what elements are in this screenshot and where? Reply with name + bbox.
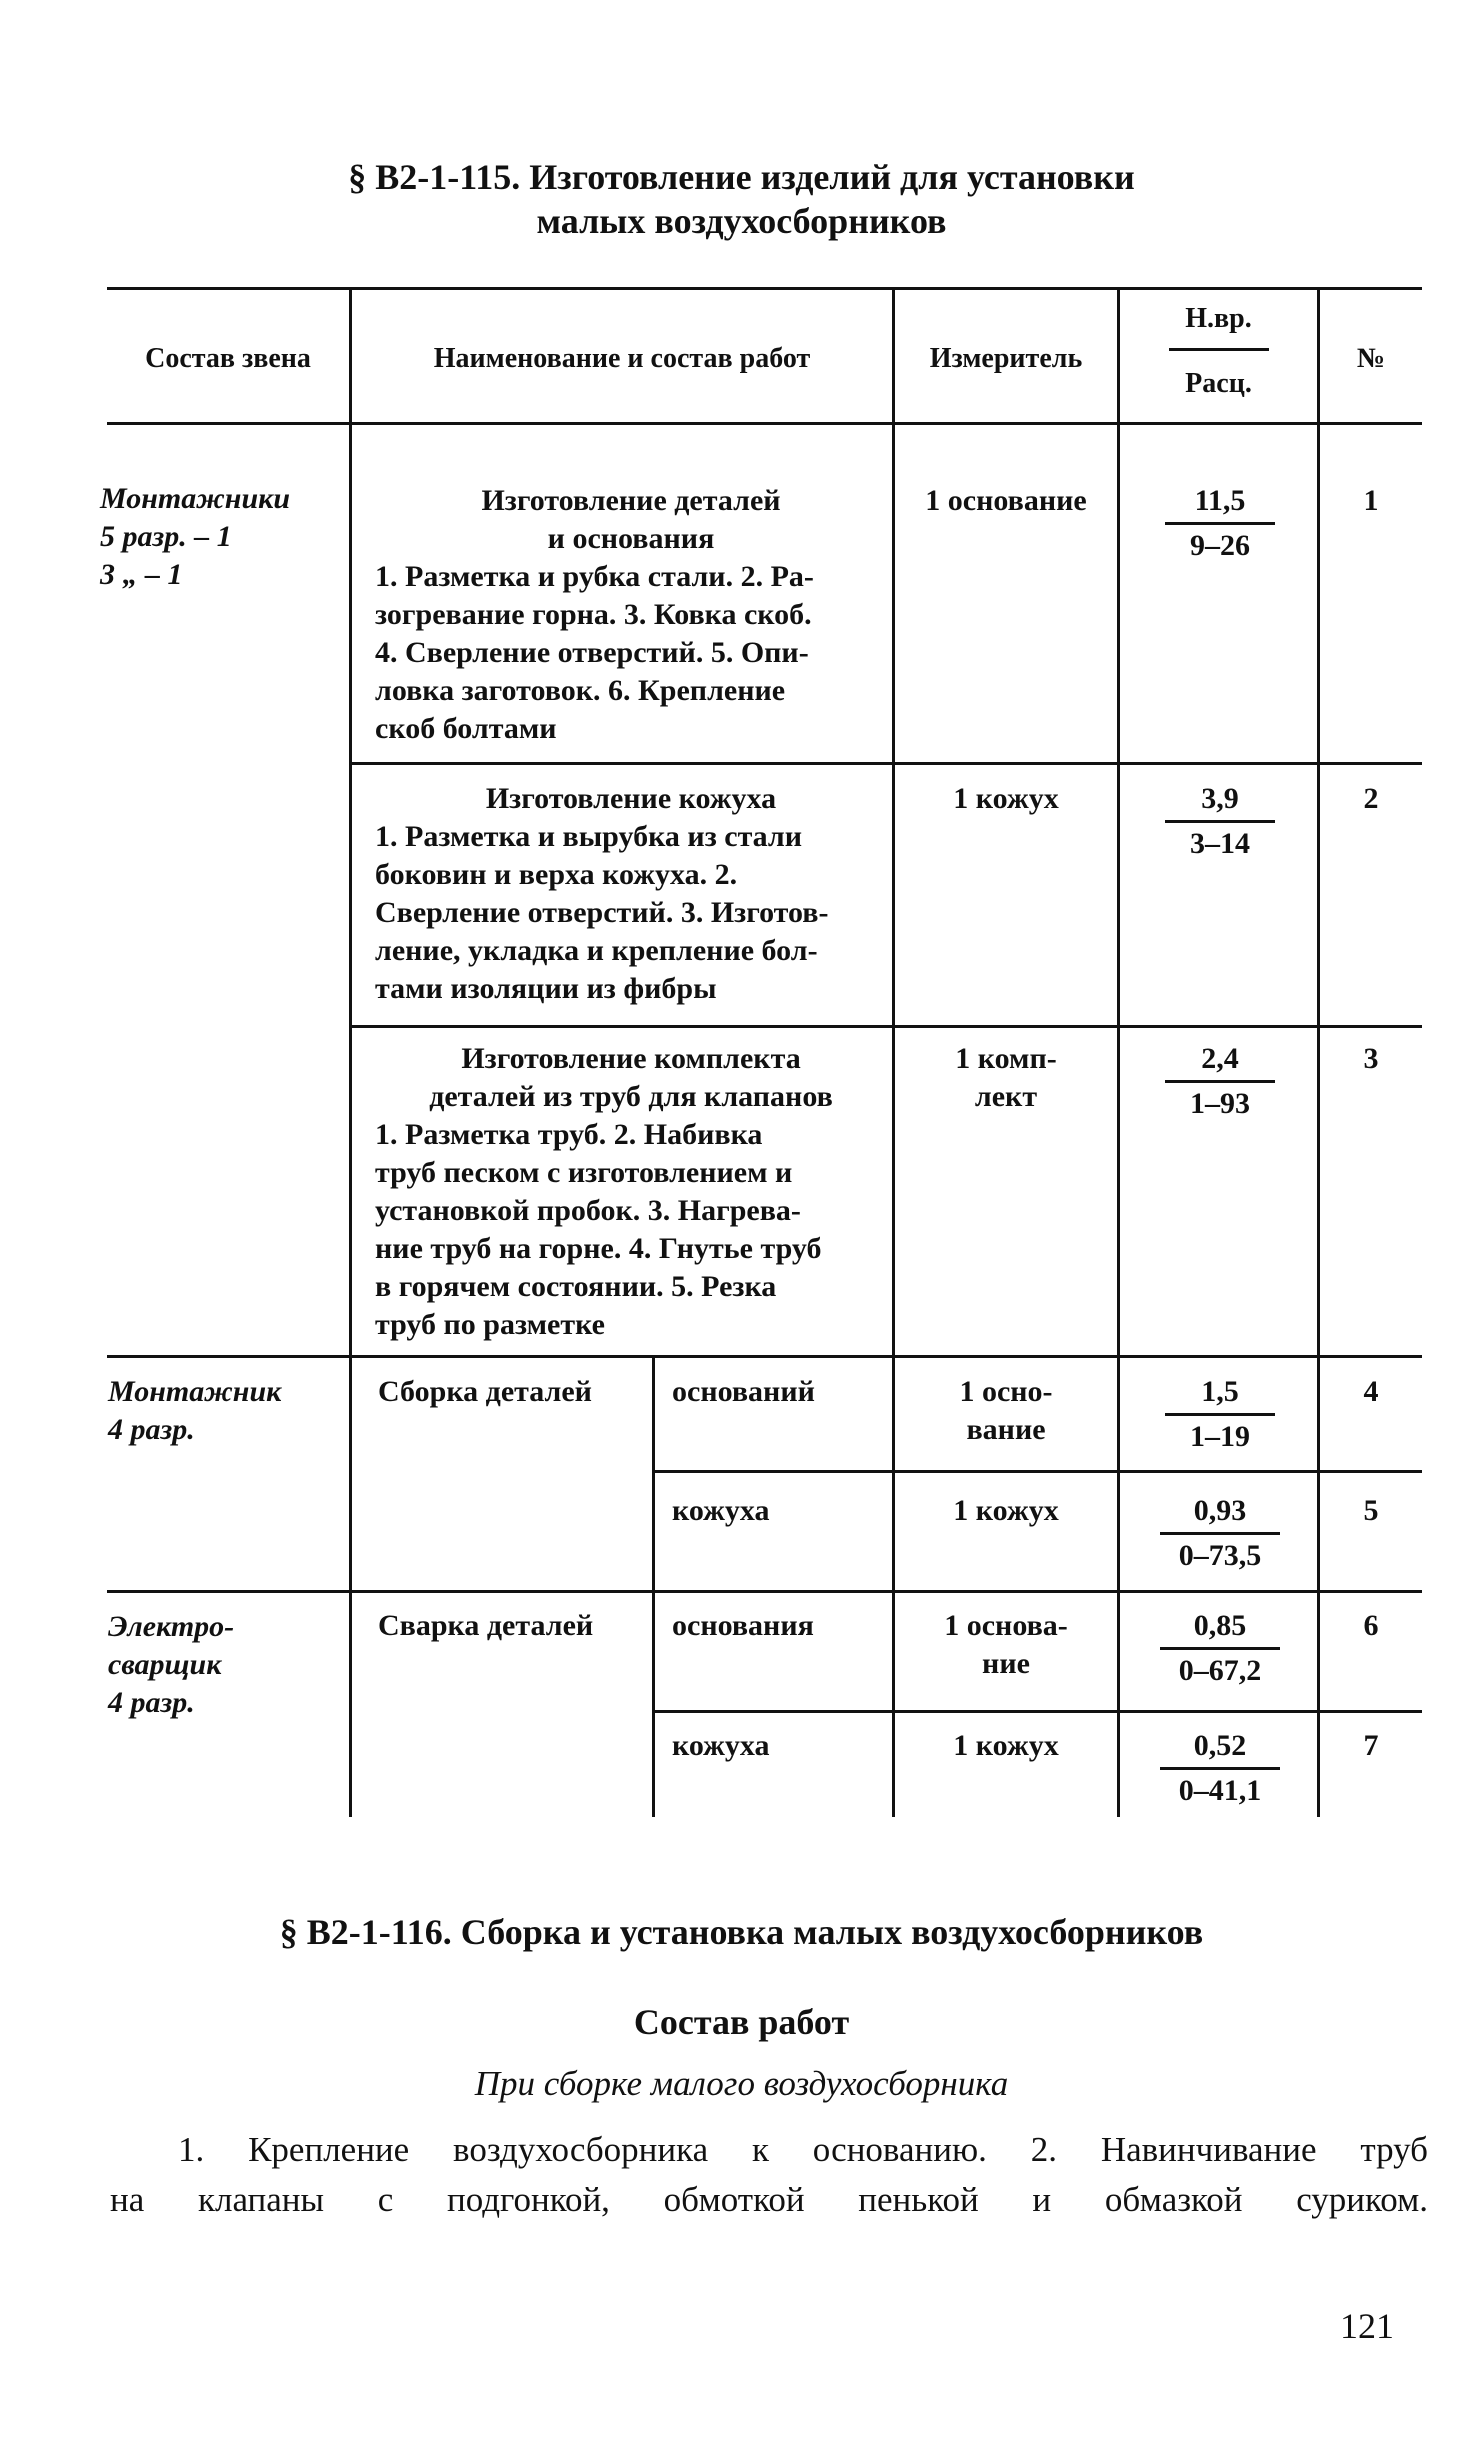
row-5-unit <box>895 1492 1117 1530</box>
row-1-rate: 9–26 <box>1190 529 1250 562</box>
row-2-unit <box>895 780 1117 818</box>
row-2-norm-time: 3,9 <box>1165 780 1275 823</box>
crew-3-line: Электро- <box>108 1610 235 1643</box>
row-3-norm-time: 2,4 <box>1165 1040 1275 1083</box>
crew-1-line: 5 разр. – 1 <box>100 520 232 553</box>
section2-body-line1: 1. Крепление воздухосборника к основанию. 2. Навинчивание труб <box>178 2130 1428 2169</box>
row-6-unit-line: 1 основа- <box>944 1609 1068 1642</box>
row-1-desc: скоб болтами <box>375 712 557 745</box>
col-rule-norm <box>1117 287 1120 1817</box>
row-2-desc: тами изоляции из фибры <box>375 972 717 1005</box>
row-6-unit <box>895 1607 1117 1683</box>
row-3-desc: в горячем состоянии. 5. Резка <box>375 1270 777 1303</box>
row-3-norm <box>1165 1040 1275 1123</box>
row-rule-1 <box>352 762 1422 765</box>
row-4-norm-time: 1,5 <box>1165 1373 1275 1416</box>
row-4-unit-line: вание <box>966 1413 1046 1446</box>
page-number: 121 <box>1340 2306 1394 2346</box>
col-rule-crew <box>349 287 352 1817</box>
row-2-title: Изготовление кожуха <box>485 782 777 815</box>
crew-1-line: Монтажники <box>100 482 291 515</box>
header-norm <box>1120 300 1317 403</box>
row-2-desc: 1. Разметка и вырубка из стали <box>375 820 803 853</box>
row-1-desc: 4. Сверление отверстий. 5. Опи- <box>375 636 809 669</box>
row-5-rate: 0–73,5 <box>1178 1539 1262 1572</box>
header-norm-top: Н.вр. <box>1169 300 1269 351</box>
row-7-num: 7 <box>1363 1729 1379 1762</box>
row-2-unit-line: 1 кожух <box>953 782 1059 815</box>
row-2-desc: Сверление отверстий. 3. Изготов- <box>375 896 829 929</box>
section2-body-line2: на клапаны с подгонкой, обмоткой пенькой и обмазкой суриком. <box>110 2180 1428 2219</box>
row-5-sub: кожуха <box>672 1494 770 1527</box>
row-2-desc: ление, укладка и крепление бол- <box>375 934 818 967</box>
row-3-desc: ние труб на горне. 4. Гнутье труб <box>375 1232 822 1265</box>
row-4-num: 4 <box>1363 1375 1379 1408</box>
row-2-desc: боковин и верха кожуха. 2. <box>375 858 738 891</box>
section-title <box>0 155 1483 243</box>
crew-2-line: 4 разр. <box>108 1413 195 1446</box>
row-5-num: 5 <box>1363 1494 1379 1527</box>
row-1-title: Изготовление деталей <box>481 484 781 517</box>
row-rule-3 <box>107 1355 1422 1358</box>
crew-3-line: 4 разр. <box>108 1686 195 1719</box>
row-3-num: 3 <box>1363 1042 1379 1075</box>
header-num: № <box>1356 343 1386 374</box>
table-top-rule <box>107 287 1422 290</box>
row-3-desc: труб песком с изготовлением и <box>375 1156 793 1189</box>
section2-subtitle: Состав работ <box>633 2002 850 2042</box>
row-4-work: Сборка деталей <box>378 1375 592 1408</box>
row-rule-4 <box>652 1470 1422 1473</box>
row-3-unit-line: лект <box>974 1080 1038 1113</box>
row-1-unit <box>895 482 1117 520</box>
row-1-desc: ловка заготовок. 6. Крепление <box>375 674 786 707</box>
row-3-desc: 1. Разметка труб. 2. Набивка <box>375 1118 763 1151</box>
row-rule-6 <box>652 1710 1422 1713</box>
section2-italic-subtitle: При сборке малого воздухосборника <box>474 2064 1009 2103</box>
row-3-desc: труб по разметке <box>375 1308 605 1341</box>
header-unit: Измеритель <box>929 343 1083 374</box>
header-crew: Состав звена <box>145 343 311 374</box>
row-7-norm-time: 0,52 <box>1160 1727 1280 1770</box>
row-4-unit-line: 1 осно- <box>959 1375 1053 1408</box>
table-header-rule <box>107 422 1422 425</box>
row-3-title: деталей из труб для клапанов <box>429 1080 833 1113</box>
row-5-norm <box>1160 1492 1280 1575</box>
row-7-norm <box>1160 1727 1280 1810</box>
row-6-norm <box>1160 1607 1280 1690</box>
row-7-unit <box>895 1727 1117 1765</box>
crew-3 <box>108 1608 348 1722</box>
row-1-work <box>375 482 887 748</box>
row-4-rate: 1–19 <box>1190 1420 1250 1453</box>
row-3-work <box>375 1040 887 1344</box>
row-4-sub: оснований <box>672 1375 815 1408</box>
row-3-desc: установкой пробок. 3. Нагрева- <box>375 1194 801 1227</box>
row-1-desc: 1. Разметка и рубка стали. 2. Ра- <box>375 560 814 593</box>
row-6-rate: 0–67,2 <box>1178 1654 1262 1687</box>
row-1-unit-line: 1 основание <box>925 484 1087 517</box>
row-6-norm-time: 0,85 <box>1160 1607 1280 1650</box>
header-work: Наименование и состав работ <box>433 343 811 374</box>
row-1-norm <box>1165 482 1275 565</box>
row-3-unit <box>895 1040 1117 1116</box>
row-2-num: 2 <box>1363 782 1379 815</box>
row-2-work <box>375 780 887 1008</box>
row-4-unit <box>895 1373 1117 1449</box>
row-6-work: Сварка деталей <box>378 1609 594 1642</box>
crew-2-line: Монтажник <box>108 1375 282 1408</box>
row-6-unit-line: ние <box>982 1647 1030 1680</box>
row-3-unit-line: 1 комп- <box>955 1042 1057 1075</box>
row-7-sub: кожуха <box>672 1729 770 1762</box>
row-6-num: 6 <box>1363 1609 1379 1642</box>
row-2-norm <box>1165 780 1275 863</box>
row-1-norm-time: 11,5 <box>1165 482 1275 525</box>
crew-2 <box>108 1373 348 1449</box>
section2-body <box>110 2125 1428 2225</box>
section-title-line2: малых воздухосборников <box>536 201 947 241</box>
section-title-line1: § В2-1-115. Изготовление изделий для установки <box>348 157 1135 197</box>
row-3-title: Изготовление комплекта <box>461 1042 801 1075</box>
crew-1 <box>100 480 340 594</box>
row-1-desc: зогревание горна. 3. Ковка скоб. <box>375 598 812 631</box>
crew-1-line: 3 „ – 1 <box>100 558 183 591</box>
row-7-rate: 0–41,1 <box>1178 1774 1262 1807</box>
row-5-unit-line: 1 кожух <box>953 1494 1059 1527</box>
header-norm-bottom: Расц. <box>1185 368 1252 399</box>
row-3-rate: 1–93 <box>1190 1087 1250 1120</box>
crew-3-line: сварщик <box>108 1648 222 1681</box>
col-rule-sub <box>652 1355 655 1817</box>
row-6-sub: основания <box>672 1609 814 1642</box>
row-5-norm-time: 0,93 <box>1160 1492 1280 1535</box>
row-1-title: и основания <box>547 522 715 555</box>
row-4-norm <box>1165 1373 1275 1456</box>
row-rule-2 <box>352 1025 1422 1028</box>
row-rule-5 <box>107 1590 1422 1593</box>
row-2-rate: 3–14 <box>1190 827 1250 860</box>
section2-title: § В2-1-116. Сборка и установка малых воздухосборников <box>279 1912 1204 1952</box>
row-7-unit-line: 1 кожух <box>953 1729 1059 1762</box>
row-1-num: 1 <box>1363 484 1379 517</box>
